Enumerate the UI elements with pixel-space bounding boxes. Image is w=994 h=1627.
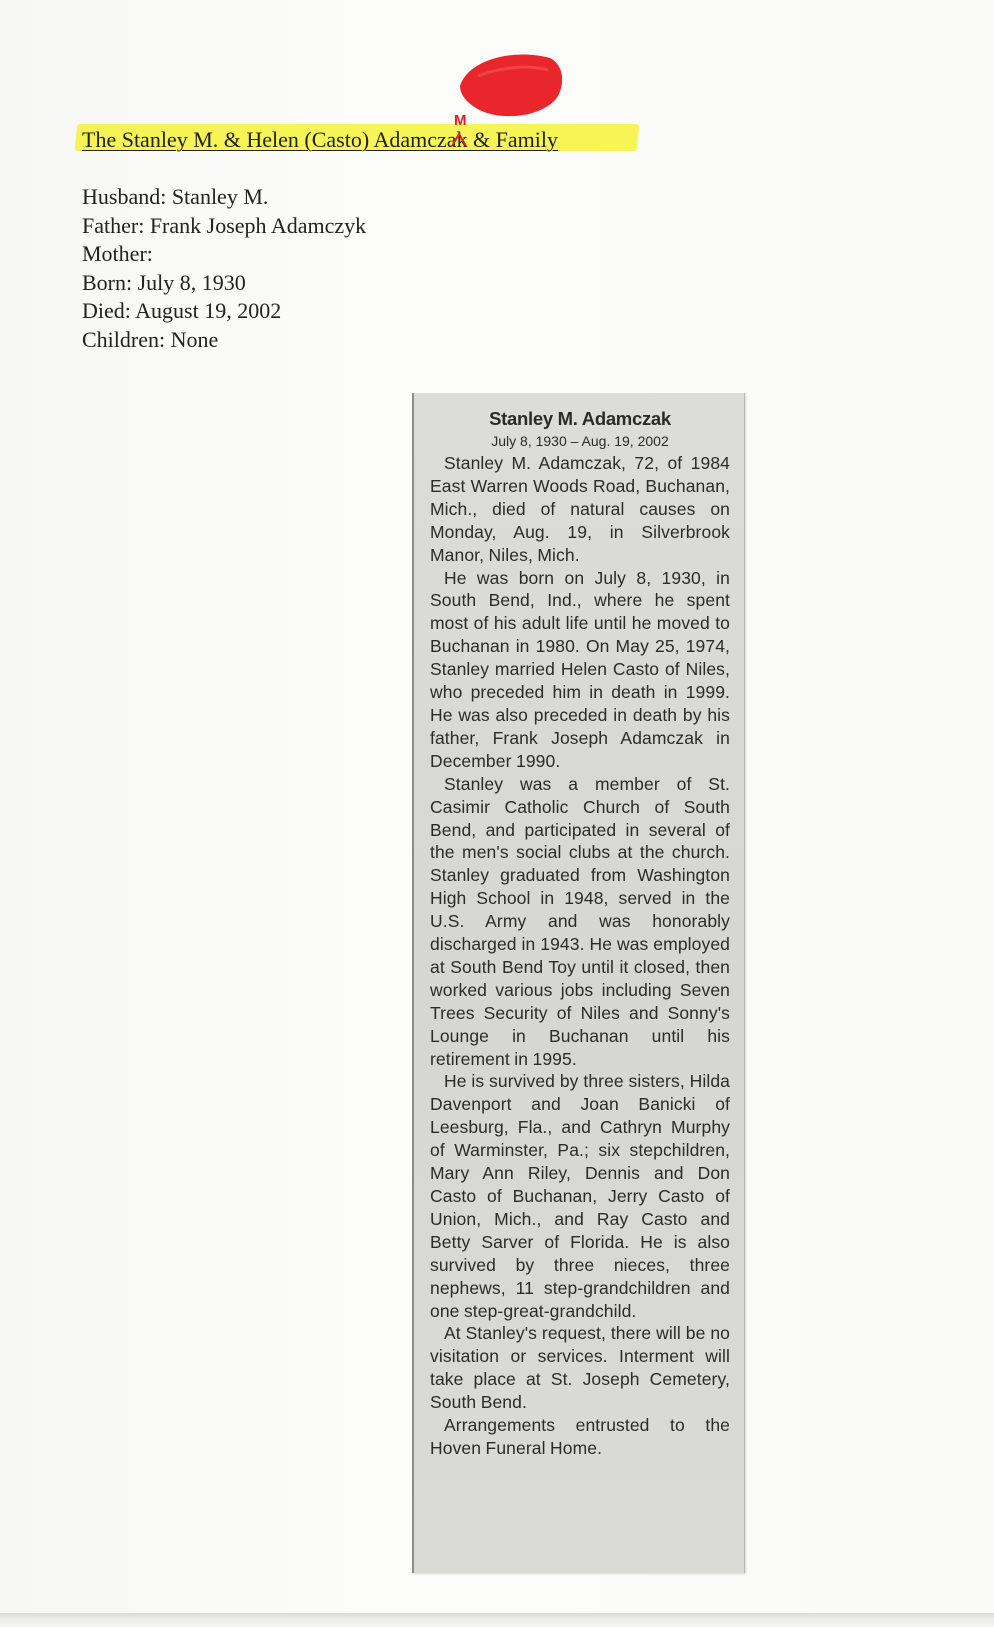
document-title: The Stanley M. & Helen (Casto) Adamczak & Family [82,127,558,152]
fact-children: Children: None [82,326,219,352]
obituary-paragraph: Arrangements entrusted to the Hoven Funeral Home. [430,1415,730,1458]
fact-father: Father: Frank Joseph Adamczyk [82,212,367,238]
red-dot-sticker-icon [458,50,568,120]
obituary-paragraph: At Stanley's request, there will be no visitation or services. Interment will take place at St. Joseph Cemetery, South Bend. [430,1323,730,1413]
obituary-clipping [412,393,745,1573]
fact-born: Born: July 8, 1930 [82,269,246,295]
obituary-paragraph: He is survived by three sisters, Hilda Davenport and Joan Banicki of Leesburg, Fla., and Cathryn Murphy of Warminster, Pa.; six stepchildren, Mary Ann Riley, Dennis and Don Casto of Buchanan, Jerry Casto of Union, Mich., and Ray Casto and Betty Sarver of Florida. He is also survived by three nieces, three nephews, 11 step-grandchildren and one step-great-grandchild. [430,1071,730,1321]
fact-mother: Mother: [82,241,153,266]
obituary-paragraph: Stanley M. Adamczak, 72, of 1984 East Warren Woods Road, Buchanan, Mich., died of natural causes on Monday, Aug. 19, in Silverbrook Manor, Niles, Mich. [430,453,730,565]
family-facts-list [82,183,366,354]
insertion-caret-icon [450,131,468,147]
handwritten-correction: M [454,112,467,129]
scan-bottom-edge [0,1613,994,1627]
obituary-headline: Stanley M. Adamczak [489,408,671,429]
fact-died: Died: August 19, 2002 [82,298,282,323]
obituary-paragraph: Stanley was a member of St. Casimir Catholic Church of South Bend, and participated in several of the men's social clubs at the church. Stanley graduated from Washington High School in 1948, served in the U.S. Army and was honorably discharged in 1943. He was employed at South Bend Toy until it closed, then worked various jobs including Seven Trees Security of Niles and Sonny's Lounge in Buchanan until his retirement in 1995. [430,773,730,1069]
fact-husband: Husband: Stanley M. [82,184,269,209]
obituary-dates: July 8, 1930 – Aug. 19, 2002 [491,433,669,449]
obituary-paragraph: He was born on July 8, 1930, in South Bend, Ind., where he spent most of his adult life until he moved to Buchanan in 1980. On May 25, 1974, Stanley married Helen Casto of Niles, who preceded him in death in 1999. He was also preceded in death by his father, Frank Joseph Adamczak in December 1990. [430,567,730,771]
